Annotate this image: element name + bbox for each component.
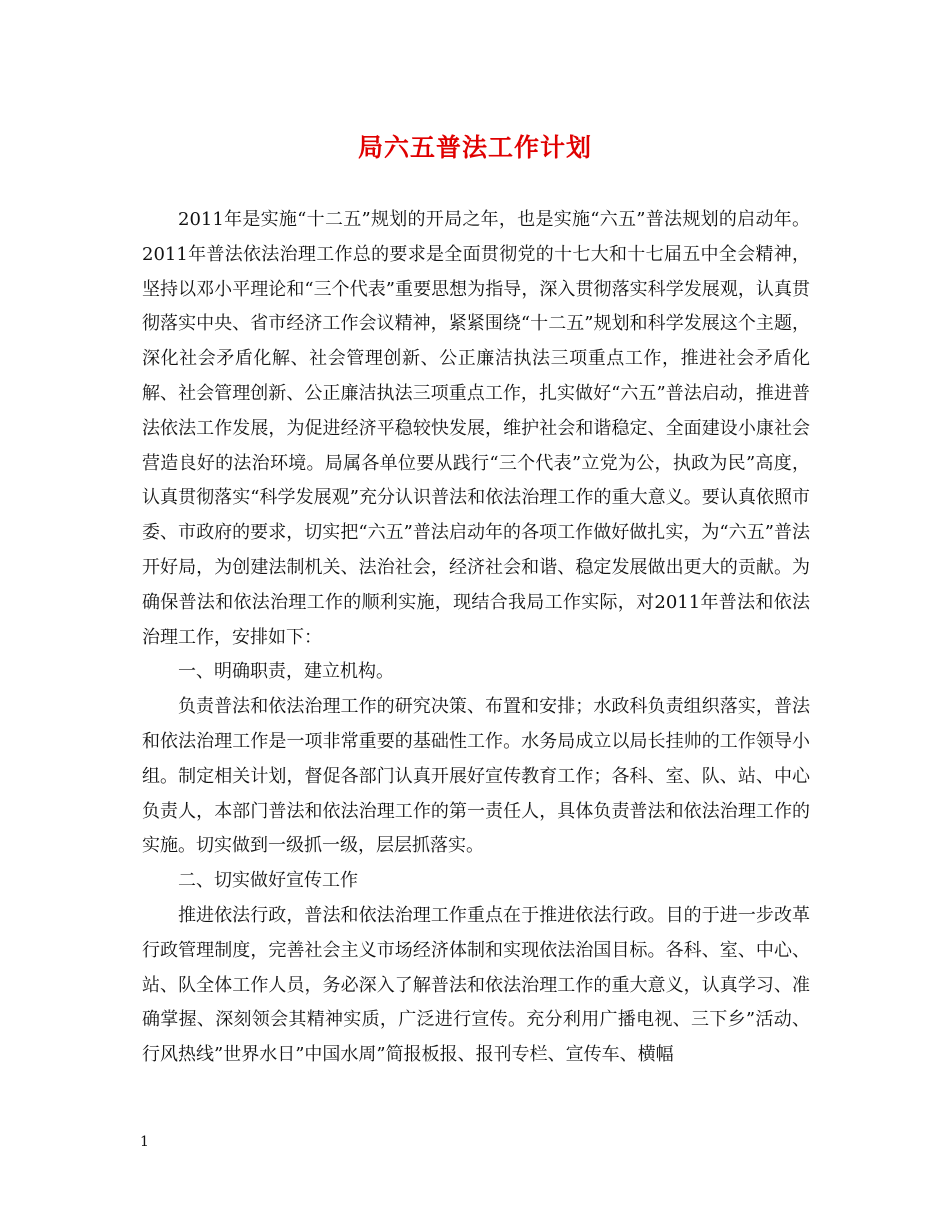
section-heading-2: 二、切实做好宣传工作 xyxy=(178,870,358,892)
paragraph-intro: 2011年是实施“十二五”规划的开局之年，也是实施“六五”普法规划的启动年。2011年普法依法治理工作总的要求是全面贯彻党的十七大和十七届五中全会精神，坚持以邓小平理论和“三个代表”重要思想为指导，深入贯彻落实科学发展观，认真贯彻落实中央、省市经济工作会议精神，紧紧围绕“十二五”规划和科学发展这个主题，深化社会矛盾化解、社会管理创新、公正廉洁执法三项重点工作，推进社会矛盾化解、社会管理创新、公正廉洁执法三项重点工作，扎实做好“六五”普法启动，推进普法依法工作发展，为促进经济平稳较快发展，维护社会和谐稳定、全面建设小康社会营造良好的法治环境。局属各单位要从践行“三个代表”立党为公，执政为民”高度，认真贯彻落实“科学发展观”充分认识普法和依法治理工作的重大意义。要认真依照市委、市政府的要求，切实把“六五”普法启动年的各项工作做好做扎实，为“六五”普法开好局，为创建法制机关、法治社会，经济社会和谐、稳定发展做出更大的贡献。为确保普法和依法治理工作的顺利实施，现结合我局工作实际，对2011年普法和依法治理工作，安排如下： xyxy=(142,209,810,648)
document-body xyxy=(142,203,810,1073)
page-number: 1 xyxy=(140,1134,149,1150)
paragraph-section-1: 负责普法和依法治理工作的研究决策、布置和安排；水政科负责组织落实，普法和依法治理工作是一项非常重要的基础性工作。水务局成立以局长挂帅的工作领导小组。制定相关计划，督促各部门认真开展好宣传教育工作；各科、室、队、站、中心负责人，本部门普法和依法治理工作的第一责任人，具体负责普法和依法治理工作的实施。切实做到一级抓一级，层层抓落实。 xyxy=(142,696,810,857)
section-heading-1: 一、明确职责，建立机构。 xyxy=(178,661,394,683)
paragraph-section-2: 推进依法行政，普法和依法治理工作重点在于推进依法行政。目的于进一步改革行政管理制度，完善社会主义市场经济体制和实现依法治国目标。各科、室、中心、站、队全体工作人员，务必深入了解普法和依法治理工作的重大意义，认真学习、准确掌握、深刻领会其精神实质，广泛进行宣传。充分利用广播电视、三下乡”活动、行风热线”世界水日”中国水周”简报板报、报刊专栏、宣传车、横幅 xyxy=(142,904,810,1066)
document-title: 局六五普法工作计划 xyxy=(357,133,592,162)
